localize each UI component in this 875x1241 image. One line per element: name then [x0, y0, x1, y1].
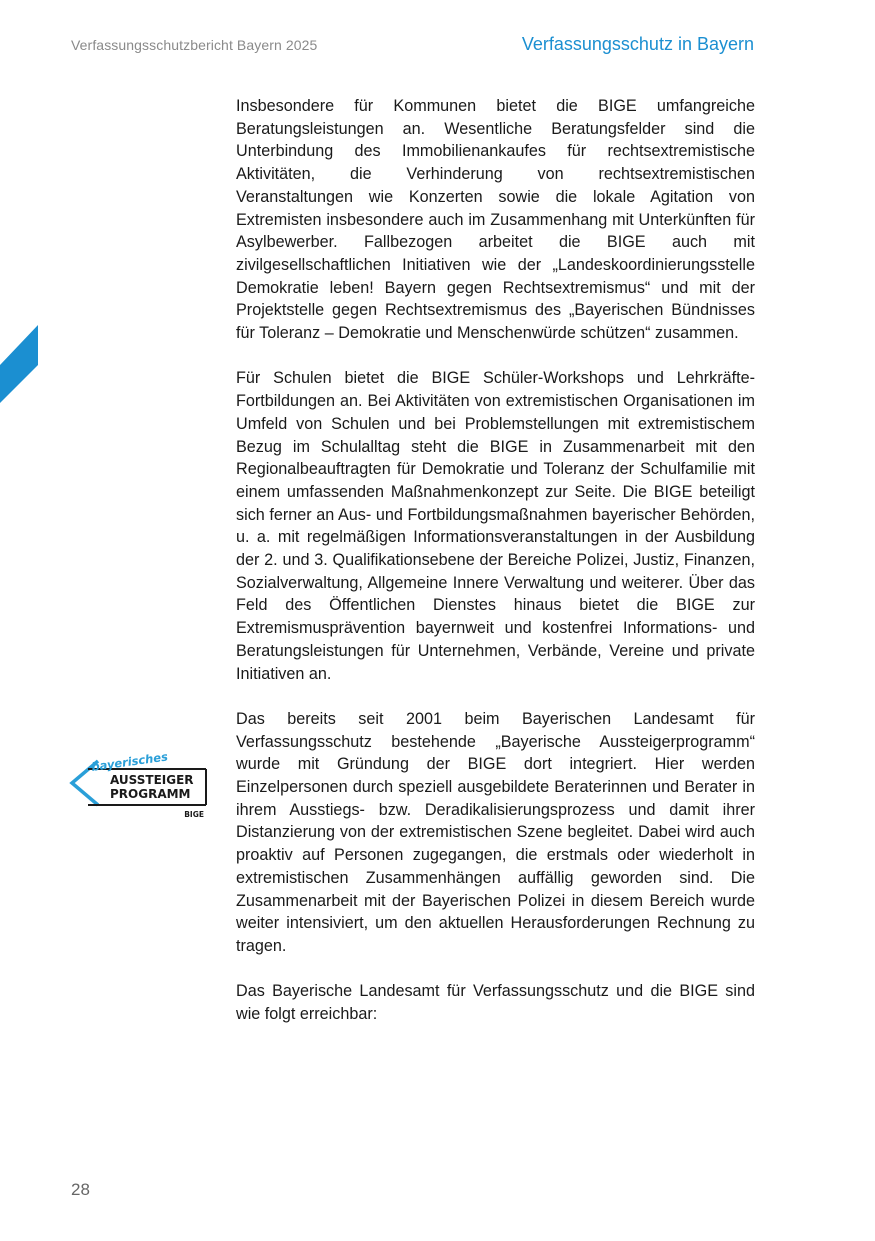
- logo-line-bige: BIGE: [184, 810, 204, 819]
- page-number: 28: [71, 1180, 90, 1199]
- logo-line-programm: PROGRAMM: [110, 787, 191, 801]
- paragraph-erreichbarkeit: Das Bayerische Landesamt für Verfassungsschutz und die BIGE sind wie folgt erreichbar:: [236, 982, 755, 1024]
- logo-line-bayerisches: bayerisches: [90, 749, 169, 774]
- publication-title: Verfassungsschutzbericht Bayern 2025: [71, 37, 318, 53]
- paragraph-kommunen: Insbesondere für Kommunen bietet die BIGE umfangreiche Beratungsleistungen an. Wesentliche Beratungsfelder sind die Unterbindung des Immobilienankaufes für rechtsextremistische Aktivitäten, die Verhinderung von rechtsextremistischen Veranstaltungen wie Konzerten sowie die lokale Agitation von Extremisten insbesondere auch im Zusammenhang mit Unterkünften für Asylbewerber. Fallbezogen arbeitet die BIGE auch mit zivilgesellschaftlichen Initiativen wie der „Landeskoordinierungsstelle Demokratie leben! Bayern gegen Rechtsextremismus“ und mit der Projektstelle gegen Rechtsextremismus des „Bayerischen Bündnisses für Toleranz – Demokratie und Menschenwürde schützen“ zusammen.: [236, 97, 755, 343]
- chapter-edge-marker: [0, 325, 38, 403]
- logo-line-aussteiger: AUSSTEIGER: [110, 773, 194, 787]
- paragraph-aussteigerprogramm: Das bereits seit 2001 beim Bayerischen Landesamt für Verfassungsschutz bestehende „Bayerische Aussteigerprogramm“ wurde mit Gründung der BIGE dort integriert. Hier werden Einzelpersonen durch speziell ausgebildete Beraterinnen und Berater in ihrem Ausstiegs- bzw. Deradikalisierungsprozess und damit ihrer Distanzierung von der extremistischen Szene begleitet. Dabei wird auch proaktiv auf Personen zugegangen, die erstmals oder wiederholt in extremistischen Zusammenhängen auffällig geworden sind. Die Zusammenarbeit mit der Bayerischen Polizei in diesem Bereich wurde weiter intensiviert, um den aktuellen Herausforderungen Rechnung zu tragen.: [236, 709, 755, 955]
- aussteigerprogramm-logo: [66, 747, 212, 823]
- paragraph-schulen: Für Schulen bietet die BIGE Schüler-Workshops und Lehrkräfte-Fortbildungen an. Bei Aktivitäten von extremistischen Organisationen im Umfeld von Schulen und bei Problemstellungen mit extremistischem Bezug im Schulalltag steht die BIGE in Zusammenarbeit mit den Regionalbeauftragten für Demokratie und Toleranz der Schulfamilie mit einem umfassenden Maßnahmenkonzept zur Seite. Die BIGE beteiligt sich ferner an Aus- und Fortbildungsmaßnahmen bayerischer Behörden, u. a. mit regelmäßigen Informationsveranstaltungen in der Ausbildung der 2. und 3. Qualifikationsebene der Bereiche Polizei, Justiz, Finanzen, Sozialverwaltung, Allgemeine Innere Verwaltung und weiterer. Über das Feld des Öffentlichen Dienstes hinaus bietet die BIGE zur Extremismusprävention bayernweit und kostenfrei Informations- und Beratungsleistungen für Unternehmen, Verbände, Vereine und private Initiativen an.: [236, 369, 755, 683]
- main-text: [236, 95, 755, 1048]
- section-title: Verfassungsschutz in Bayern: [521, 34, 754, 54]
